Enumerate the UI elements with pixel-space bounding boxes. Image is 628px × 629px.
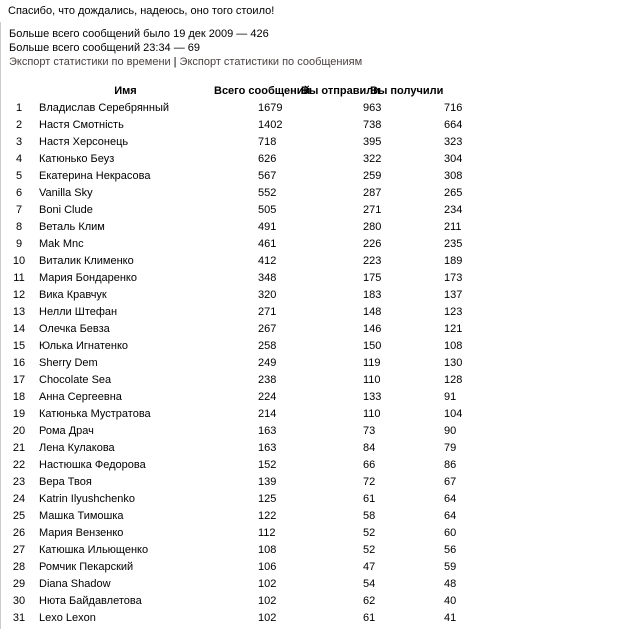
row-total-messages: 112 [258, 527, 276, 539]
row-you-received: 79 [444, 442, 457, 454]
header-you-sent: Вы отправили [301, 85, 380, 97]
row-total-messages: 122 [258, 510, 277, 522]
row-rank: 13 [12, 306, 26, 318]
row-you-received: 189 [444, 255, 463, 267]
row-you-received: 64 [444, 510, 457, 522]
summary-block [1, 22, 628, 69]
row-you-sent: 963 [363, 102, 382, 114]
row-you-received: 130 [444, 357, 463, 369]
row-you-received: 91 [444, 391, 457, 403]
row-total-messages: 108 [258, 544, 277, 556]
row-total-messages: 102 [258, 578, 277, 590]
row-total-messages: 461 [258, 238, 277, 250]
row-contact-name: Boni Clude [39, 204, 93, 216]
row-you-received: 121 [444, 323, 463, 335]
table-header-row [1, 82, 628, 100]
summary-most-messages-time: Больше всего сообщений 23:34 — 69 [9, 42, 201, 54]
page-title: Спасибо, что дождались, надеюсь, оно того стоило! [8, 5, 275, 17]
table-row [1, 117, 628, 134]
row-contact-name: Нелли Штефан [39, 306, 118, 318]
table-row [1, 219, 628, 236]
summary-most-messages-date: Больше всего сообщений было 19 дек 2009 — 426 [9, 28, 269, 40]
table-row [1, 151, 628, 168]
row-rank: 20 [12, 425, 26, 437]
table-row [1, 321, 628, 338]
row-rank: 15 [12, 340, 26, 352]
row-rank: 16 [12, 357, 26, 369]
table-row [1, 202, 628, 219]
row-total-messages: 224 [258, 391, 277, 403]
row-contact-name: Sherry Dem [39, 357, 98, 369]
row-you-received: 128 [444, 374, 463, 386]
row-contact-name: Олечка Бевза [39, 323, 110, 335]
row-you-sent: 183 [363, 289, 382, 301]
row-total-messages: 267 [258, 323, 277, 335]
row-contact-name: Юлька Игнатенко [39, 340, 129, 352]
row-you-received: 86 [444, 459, 457, 471]
row-contact-name: Веталь Клим [39, 221, 105, 233]
row-you-sent: 54 [363, 578, 376, 590]
row-rank: 2 [15, 119, 23, 131]
row-you-sent: 84 [363, 442, 376, 454]
row-total-messages: 152 [258, 459, 277, 471]
table-row [1, 134, 628, 151]
row-you-received: 323 [444, 136, 463, 148]
messages-stats-table [1, 82, 628, 627]
row-total-messages: 718 [258, 136, 277, 148]
row-rank: 1 [15, 102, 23, 114]
row-you-received: 108 [444, 340, 463, 352]
row-contact-name: Vanilla Sky [39, 187, 93, 199]
row-total-messages: 102 [258, 595, 277, 607]
row-rank: 8 [15, 221, 23, 233]
row-you-sent: 287 [363, 187, 382, 199]
row-contact-name: Ромчик Пекарский [39, 561, 134, 573]
row-you-received: 304 [444, 153, 463, 165]
row-you-sent: 395 [363, 136, 382, 148]
row-rank: 6 [15, 187, 23, 199]
row-total-messages: 238 [258, 374, 277, 386]
table-row [1, 423, 628, 440]
export-by-time-link[interactable]: Экспорт статистики по времени [9, 56, 171, 68]
row-rank: 3 [15, 136, 23, 148]
row-contact-name: Diana Shadow [39, 578, 111, 590]
row-rank: 14 [12, 323, 26, 335]
row-you-received: 664 [444, 119, 463, 131]
row-contact-name: Katrin Ilyushchenko [39, 493, 135, 505]
row-contact-name: Анна Сергеевна [39, 391, 122, 403]
content-container [0, 22, 628, 629]
table-row [1, 542, 628, 559]
row-rank: 11 [13, 272, 25, 284]
row-contact-name: Мария Вензенко [39, 527, 124, 539]
table-row [1, 236, 628, 253]
row-rank: 4 [15, 153, 23, 165]
table-row [1, 559, 628, 576]
export-by-messages-link[interactable]: Экспорт статистики по сообщениям [179, 56, 363, 68]
header-you-received: Вы получили [370, 85, 444, 97]
row-contact-name: Lexo Lexon [39, 612, 96, 624]
row-you-sent: 110 [363, 374, 381, 386]
row-rank: 9 [15, 238, 23, 250]
header-rank [1, 82, 37, 100]
table-row [1, 406, 628, 423]
row-rank: 25 [12, 510, 26, 522]
row-rank: 22 [12, 459, 26, 471]
row-you-received: 40 [444, 595, 457, 607]
row-you-sent: 119 [363, 357, 381, 369]
row-contact-name: Настя Смотність [39, 119, 124, 131]
table-row [1, 372, 628, 389]
row-total-messages: 249 [258, 357, 277, 369]
header-name: Имя [114, 85, 137, 97]
row-total-messages: 125 [258, 493, 277, 505]
row-contact-name: Настюшка Федорова [39, 459, 146, 471]
table-row [1, 185, 628, 202]
header-total-messages: Всего сообщений [214, 85, 311, 97]
row-total-messages: 567 [258, 170, 277, 182]
row-you-sent: 61 [363, 493, 376, 505]
row-contact-name: Катюшка Ильющенко [39, 544, 149, 556]
row-rank: 17 [12, 374, 26, 386]
row-you-sent: 52 [363, 544, 376, 556]
row-you-sent: 271 [363, 204, 382, 216]
row-you-sent: 66 [363, 459, 376, 471]
row-you-received: 60 [444, 527, 457, 539]
row-rank: 28 [12, 561, 26, 573]
row-rank: 12 [12, 289, 26, 301]
table-row [1, 253, 628, 270]
row-you-sent: 280 [363, 221, 382, 233]
table-row [1, 355, 628, 372]
table-body [1, 100, 628, 627]
row-you-received: 123 [444, 306, 463, 318]
row-you-sent: 738 [363, 119, 382, 131]
row-total-messages: 271 [258, 306, 277, 318]
row-total-messages: 491 [258, 221, 277, 233]
row-contact-name: Рома Драч [39, 425, 94, 437]
row-you-sent: 146 [363, 323, 382, 335]
table-row [1, 270, 628, 287]
row-rank: 24 [12, 493, 26, 505]
links-separator: | [173, 56, 177, 68]
row-you-sent: 47 [363, 561, 376, 573]
row-rank: 7 [15, 204, 23, 216]
row-you-received: 211 [444, 221, 462, 233]
row-you-received: 265 [444, 187, 463, 199]
row-rank: 10 [12, 255, 26, 267]
row-you-received: 104 [444, 408, 463, 420]
table-row [1, 610, 628, 627]
row-contact-name: Вера Твоя [39, 476, 92, 488]
row-total-messages: 320 [258, 289, 277, 301]
row-total-messages: 139 [258, 476, 277, 488]
row-you-sent: 223 [363, 255, 382, 267]
row-you-received: 137 [444, 289, 463, 301]
row-total-messages: 505 [258, 204, 277, 216]
table-row [1, 168, 628, 185]
table-row [1, 287, 628, 304]
row-contact-name: Mak Mnc [39, 238, 84, 250]
table-row [1, 304, 628, 321]
table-row [1, 576, 628, 593]
row-you-received: 67 [444, 476, 457, 488]
table-row [1, 491, 628, 508]
export-links [9, 55, 620, 69]
row-contact-name: Вика Кравчук [39, 289, 107, 301]
row-you-sent: 110 [363, 408, 381, 420]
row-total-messages: 258 [258, 340, 277, 352]
table-row [1, 440, 628, 457]
row-rank: 27 [12, 544, 26, 556]
row-you-received: 234 [444, 204, 463, 216]
row-contact-name: Катюнько Беуз [39, 153, 115, 165]
row-total-messages: 106 [258, 561, 277, 573]
row-total-messages: 102 [258, 612, 277, 624]
row-rank: 19 [12, 408, 26, 420]
row-you-received: 173 [444, 272, 463, 284]
row-rank: 21 [12, 442, 26, 454]
table-row [1, 457, 628, 474]
row-rank: 29 [12, 578, 26, 590]
table-row [1, 593, 628, 610]
row-you-sent: 322 [363, 153, 382, 165]
row-you-received: 64 [444, 493, 457, 505]
row-rank: 31 [12, 612, 26, 624]
row-you-received: 716 [444, 102, 463, 114]
row-you-received: 308 [444, 170, 463, 182]
row-you-sent: 61 [363, 612, 376, 624]
row-you-sent: 148 [363, 306, 382, 318]
row-total-messages: 214 [258, 408, 277, 420]
row-total-messages: 163 [258, 425, 277, 437]
row-you-sent: 72 [363, 476, 376, 488]
table-row [1, 338, 628, 355]
row-you-received: 41 [444, 612, 457, 624]
row-total-messages: 348 [258, 272, 277, 284]
row-rank: 18 [12, 391, 26, 403]
row-you-received: 90 [444, 425, 457, 437]
row-contact-name: Катюнька Мустратова [39, 408, 151, 420]
row-you-sent: 73 [363, 425, 376, 437]
row-you-sent: 150 [363, 340, 382, 352]
row-contact-name: Лена Кулакова [39, 442, 115, 454]
row-total-messages: 1402 [258, 119, 283, 131]
row-contact-name: Виталик Клименко [39, 255, 134, 267]
row-total-messages: 552 [258, 187, 277, 199]
row-contact-name: Машка Тимошка [39, 510, 124, 522]
table-row [1, 508, 628, 525]
row-total-messages: 626 [258, 153, 277, 165]
row-rank: 30 [12, 595, 26, 607]
row-you-sent: 175 [363, 272, 382, 284]
row-rank: 26 [12, 527, 26, 539]
row-you-sent: 62 [363, 595, 376, 607]
row-contact-name: Нюта Байдавлетова [39, 595, 142, 607]
row-contact-name: Мария Бондаренко [39, 272, 137, 284]
row-you-sent: 58 [363, 510, 376, 522]
row-total-messages: 1679 [258, 102, 283, 114]
table-row [1, 100, 628, 117]
table-row [1, 474, 628, 491]
row-you-sent: 259 [363, 170, 382, 182]
row-contact-name: Екатерина Некрасова [39, 170, 151, 182]
row-contact-name: Настя Херсонець [39, 136, 129, 148]
row-you-received: 235 [444, 238, 463, 250]
row-total-messages: 412 [258, 255, 277, 267]
row-contact-name: Chocolate Sea [39, 374, 112, 386]
table-row [1, 389, 628, 406]
table-row [1, 525, 628, 542]
row-you-received: 56 [444, 544, 457, 556]
row-you-received: 48 [444, 578, 457, 590]
row-total-messages: 163 [258, 442, 277, 454]
row-contact-name: Владислав Серебрянный [39, 102, 169, 114]
row-you-sent: 226 [363, 238, 382, 250]
row-you-received: 59 [444, 561, 457, 573]
row-rank: 5 [15, 170, 23, 182]
row-you-sent: 133 [363, 391, 382, 403]
row-rank: 23 [12, 476, 26, 488]
row-you-sent: 52 [363, 527, 376, 539]
